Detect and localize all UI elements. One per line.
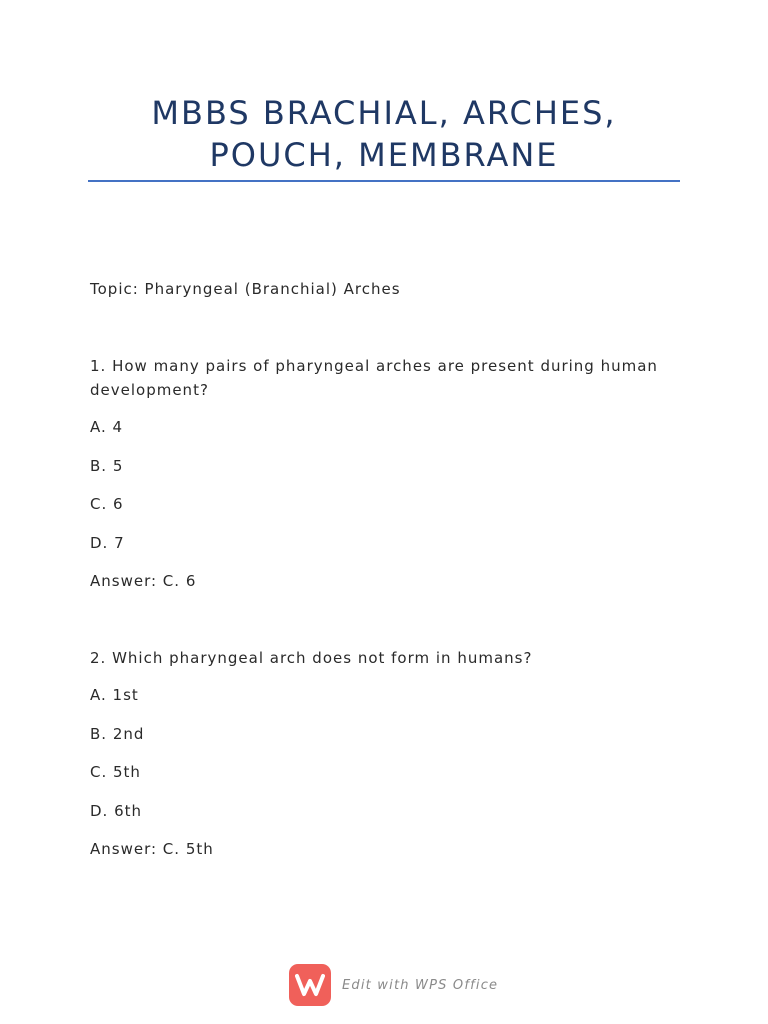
question-1 — [90, 354, 690, 592]
option-b: B. 5 — [90, 456, 124, 475]
question-text: 1. How many pairs of pharyngeal arches are present during human development? — [90, 357, 658, 399]
option-a: A. 4 — [90, 418, 124, 436]
wps-footer[interactable] — [289, 964, 498, 1006]
option-d: D. 7 — [90, 533, 125, 552]
question-text: 2. Which pharyngeal arch does not form in humans? — [90, 649, 533, 667]
document-body — [90, 278, 690, 914]
title-underline — [88, 180, 680, 182]
document-title: MBBS BRACHIAL, ARCHES, POUCH, MEMBRANE — [151, 94, 617, 174]
edit-with-wps-label[interactable]: Edit with WPS Office — [342, 977, 499, 993]
wps-office-logo-icon[interactable] — [289, 964, 331, 1006]
option-c: C. 5th — [90, 763, 141, 781]
option-c: C. 6 — [90, 495, 124, 513]
answer-line: Answer: C. 6 — [90, 572, 197, 590]
option-b: B. 2nd — [90, 724, 145, 743]
option-d: D. 6th — [90, 801, 143, 820]
question-2 — [90, 646, 690, 860]
topic-line: Topic: Pharyngeal (Branchial) Arches — [90, 280, 401, 298]
answer-line: Answer: C. 5th — [90, 840, 214, 858]
option-a: A. 1st — [90, 686, 139, 704]
